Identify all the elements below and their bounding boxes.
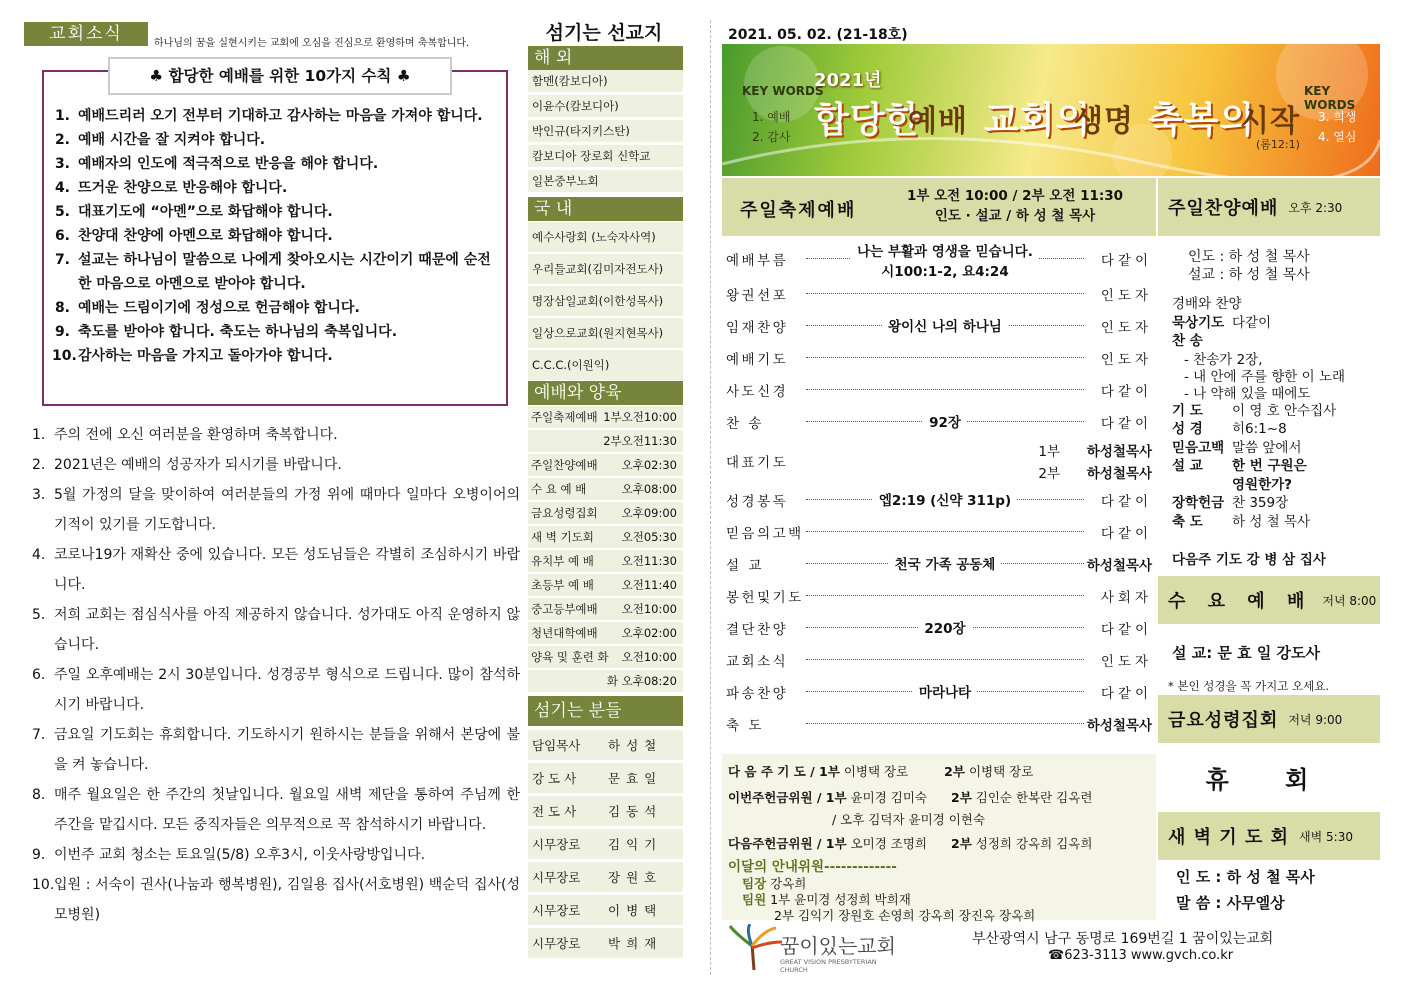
friday-rest: 휴 회 xyxy=(1205,766,1333,794)
news-text: 저희 교회는 점심식사를 아직 제공하지 않습니다. 성가대도 아직 운영하지 않습니다. xyxy=(54,607,520,653)
program-label: 믿음의고백 xyxy=(726,526,804,542)
order-value: 찬 359장 xyxy=(1232,495,1289,511)
fold-line xyxy=(710,20,711,975)
rule-item xyxy=(52,152,502,176)
staff-row xyxy=(528,895,683,925)
schedule-name: 중고등부예배 xyxy=(531,602,598,616)
banner-word-6: 시작 xyxy=(1240,104,1300,139)
next-prayer-row: 다 음 주 기 도 / 1부 이병택 장로 2부 이병택 장로 xyxy=(728,764,1034,779)
program-item: 220장 xyxy=(918,621,971,637)
program-label: 대표기도 xyxy=(726,455,789,471)
ushers-members-row: 팀원 1부 윤미경 성정희 박희재 xyxy=(742,892,911,907)
program-label: 설 교 xyxy=(726,558,764,574)
news-item xyxy=(32,660,520,720)
church-logo xyxy=(724,924,904,972)
schedule-row xyxy=(528,622,683,644)
news-item xyxy=(32,780,520,840)
praise-order-row xyxy=(1172,417,1287,437)
news-list xyxy=(32,420,520,930)
program-leader: 다같이 xyxy=(1100,384,1152,400)
sunday-service-time xyxy=(880,186,1150,226)
worship-label: 예배와 양육 xyxy=(528,381,683,405)
praise-order-row xyxy=(1172,329,1232,349)
prayer-part: 1부 xyxy=(1038,444,1060,460)
program-leader: 다같이 xyxy=(1100,494,1152,510)
prayer-leader: 하성철목사 xyxy=(1086,466,1152,482)
schedule-name: 청년대학예배 xyxy=(531,626,598,640)
rule-number: 2. xyxy=(54,132,70,148)
rule-item xyxy=(52,200,502,224)
keyword-2: 2. 감사 xyxy=(752,130,791,144)
schedule-time: 오후08:00 xyxy=(621,482,677,496)
news-item xyxy=(32,450,520,480)
leader-dots xyxy=(806,723,1084,724)
program-label: 예배부름 xyxy=(726,253,789,269)
schedule-row xyxy=(528,598,683,620)
news-number: 2. xyxy=(32,457,46,473)
overseas-mission: 박인규(타지키스탄) xyxy=(528,120,683,142)
program-leader: 인도자 xyxy=(1100,352,1152,368)
program-leader: 다같이 xyxy=(1100,253,1152,269)
program-label: 결단찬양 xyxy=(726,622,789,638)
schedule-time: 오후09:00 xyxy=(621,506,677,520)
praise-service-header: 주일찬양예배 오후 2:30 xyxy=(1158,178,1380,236)
rule-text: 감사하는 마음을 가지고 돌아가야 합니다. xyxy=(78,348,333,364)
program-row xyxy=(722,438,1156,482)
rule-text: 예배자의 인도에 적극적으로 반응을 해야 합니다. xyxy=(78,156,379,172)
order-label: 찬 송 xyxy=(1172,333,1203,349)
program-row xyxy=(722,612,1156,642)
news-text: 2021년은 예배의 성공자가 되시기를 바랍니다. xyxy=(54,457,342,473)
staff-row xyxy=(528,796,683,826)
program-content xyxy=(806,411,1084,431)
leader-dots xyxy=(806,389,1084,390)
schedule-name: 초등부 예 배 xyxy=(531,578,594,592)
staff-name: 김동석 xyxy=(608,804,663,819)
wednesday-note: * 본인 성경을 꼭 가지고 오세요. xyxy=(1168,679,1329,693)
news-number: 6. xyxy=(32,667,46,683)
staff-name: 박희재 xyxy=(608,936,663,951)
schedule-time: 2부오전11:30 xyxy=(603,434,677,448)
overseas-mission: 이윤수(캄보디아) xyxy=(528,95,683,117)
ushers-leader-row: 팀장 강옥희 xyxy=(742,876,807,891)
praise-order-row xyxy=(1172,454,1307,474)
program-leader: 하성철목사 xyxy=(1086,558,1152,574)
staff-name: 김익기 xyxy=(608,837,663,852)
order-value: - 나 약해 있을 때에도 xyxy=(1184,385,1311,402)
offering-next-week-row: 다음주헌금위원 / 1부 오미경 조명희 2부 성정희 강옥희 김옥희 xyxy=(728,836,1093,851)
program-leader: 인도자 xyxy=(1100,320,1152,336)
rule-number: 8. xyxy=(54,300,70,316)
schedule-time: 화 오후08:20 xyxy=(606,674,677,688)
news-item xyxy=(32,540,520,600)
news-text: 금요일 기도회는 휴회합니다. 기도하시기 원하시는 분들을 위해서 본당에 불을 켜 놓습니다. xyxy=(54,727,520,773)
schedule-row xyxy=(528,574,683,596)
leader-dots xyxy=(806,595,1084,596)
rule-text: 예배는 드림이기에 정성으로 헌금해야 합니다. xyxy=(78,300,360,316)
schedule-name: 금요성령집회 xyxy=(531,506,598,520)
rule-number: 6. xyxy=(54,228,70,244)
schedule-row xyxy=(528,550,683,572)
schedule-time: 오전11:30 xyxy=(621,554,677,568)
order-label: 축 도 xyxy=(1172,513,1203,530)
program-row xyxy=(722,342,1156,372)
keyword-3: 3. 희생 xyxy=(1318,110,1357,124)
rule-text: 예배드리러 오기 전부터 기대하고 감사하는 마음을 가져야 합니다. xyxy=(78,108,483,124)
overseas-label: 해 외 xyxy=(528,46,683,70)
banner-word-2: 예배 xyxy=(908,104,968,139)
friday-service-header: 금요성령집회 저녁 9:00 xyxy=(1158,695,1380,743)
schedule-row xyxy=(528,430,683,452)
staff-role: 강 도 사 xyxy=(532,771,577,786)
program-leader: 인도자 xyxy=(1100,654,1152,670)
rule-item xyxy=(52,296,502,320)
rules-list xyxy=(52,104,502,368)
news-item xyxy=(32,720,520,780)
schedule-row xyxy=(528,454,683,476)
order-label: 성 경 xyxy=(1172,421,1203,437)
program-leader: 다같이 xyxy=(1100,416,1152,432)
schedule-name: 양육 및 훈련 화 xyxy=(531,650,609,664)
program-row xyxy=(722,406,1156,436)
program-content xyxy=(806,553,1084,573)
praise-preacher: 설교 : 하 성 철 목사 xyxy=(1188,267,1310,283)
schedule-name: 새 벽 기도회 xyxy=(531,530,594,544)
praise-order-row xyxy=(1172,491,1288,511)
domestic-mission: C.C.C.(이원익) xyxy=(528,350,683,380)
schedule-name: 수 요 예 배 xyxy=(531,482,587,496)
domestic-mission: 예수사랑회 (노숙자사역) xyxy=(528,222,683,252)
program-content xyxy=(806,681,1084,701)
schedule-name xyxy=(528,430,603,452)
program-label: 축 도 xyxy=(726,718,764,734)
leader-dots xyxy=(806,293,1084,294)
church-address: 부산광역시 남구 동명로 169번길 1 꿈이있는교회 xyxy=(972,931,1274,947)
logo-mark-icon xyxy=(724,924,784,972)
leader-dots xyxy=(806,531,1084,532)
schedule-name xyxy=(528,670,606,692)
order-label: 장학헌금 xyxy=(1172,495,1225,511)
order-value: - 찬송가 2장, xyxy=(1184,351,1263,368)
news-item xyxy=(32,480,520,540)
schedule-row xyxy=(528,646,683,668)
rule-item xyxy=(52,224,502,248)
program-label: 예배기도 xyxy=(726,352,789,368)
program-scripture: 시100:1-2, 요4:24 xyxy=(881,264,1009,280)
prayer-part: 2부 xyxy=(1038,466,1060,482)
staff-role: 시무장로 xyxy=(532,936,581,951)
order-label: 묵상기도 xyxy=(1172,314,1225,331)
schedule-time: 오전11:40 xyxy=(621,578,677,592)
program-label: 사도신경 xyxy=(726,384,789,400)
schedule-time: 오후02:00 xyxy=(621,626,677,640)
domestic-mission: 일상으로교회(원지현목사) xyxy=(528,318,683,348)
banner-word-5: 축복의 xyxy=(1148,100,1256,141)
order-label: 믿음고백 xyxy=(1172,439,1225,456)
program-row xyxy=(722,484,1156,514)
program-label: 왕권선포 xyxy=(726,288,789,304)
logo-text: 꿈이있는교회 xyxy=(780,934,896,958)
program-label: 봉헌및기도 xyxy=(726,590,804,606)
order-label: 기 도 xyxy=(1172,402,1203,419)
banner-word-1: 합당한 xyxy=(814,100,922,141)
program-row xyxy=(722,516,1156,546)
staff-row xyxy=(528,829,683,859)
banner-word-3: 교회의 xyxy=(984,100,1092,141)
staff-row xyxy=(528,763,683,793)
program-row xyxy=(722,676,1156,706)
wednesday-sermon: 설 교: 문 효 일 강도사 xyxy=(1172,644,1321,662)
offering-this-week-row: 이번주헌금위원 / 1부 윤미경 김미숙 2부 김인순 한복란 김옥련 xyxy=(728,790,1093,805)
news-text: 주일 오후예배는 2시 30분입니다. 성경공부 형식으로 드립니다. 많이 참석하시기 바랍니다. xyxy=(54,667,520,713)
rule-text: 뜨거운 찬양으로 반응해야 합니다. xyxy=(78,180,288,196)
schedule-time: 오전10:00 xyxy=(621,650,677,664)
schedule-time: 1부오전10:00 xyxy=(603,410,677,424)
program-row xyxy=(722,644,1156,674)
program-row xyxy=(722,708,1156,738)
schedule-row xyxy=(528,406,683,428)
order-value: - 내 안에 주를 향한 이 노래 xyxy=(1184,368,1346,385)
logo-subtext: GREAT VISION PRESBYTERIAN CHURCH xyxy=(780,958,877,974)
program-item: 나는 부활과 영생을 믿습니다. xyxy=(851,244,1039,260)
schedule-row xyxy=(528,670,683,692)
mission-heading: 섬기는 선교지 xyxy=(545,22,663,44)
order-value: 다같이 xyxy=(1232,314,1272,331)
news-item xyxy=(32,420,520,450)
program-item: 마라나타 xyxy=(913,685,977,701)
program-row xyxy=(722,580,1156,610)
rule-number: 7. xyxy=(54,252,70,268)
news-text: 코로나19가 재확산 중에 있습니다. 모든 성도님들은 각별히 조심하시기 바랍니다. xyxy=(54,547,520,593)
praise-order-row xyxy=(1172,510,1310,530)
praise-order-row xyxy=(1172,436,1302,456)
staff-name: 장원호 xyxy=(608,870,663,885)
rule-item xyxy=(52,320,502,344)
staff-role: 담임목사 xyxy=(532,738,581,753)
program-row xyxy=(722,310,1156,340)
order-value: 이 영 호 안수집사 xyxy=(1232,402,1337,419)
program-leader: 다같이 xyxy=(1100,526,1152,542)
program-item: 엡2:19 (신약 311p) xyxy=(873,493,1017,509)
schedule-time: 오전05:30 xyxy=(621,530,677,544)
program-label: 교회소식 xyxy=(726,654,789,670)
order-value: 하 성 철 목사 xyxy=(1232,513,1311,530)
schedule-time: 오후02:30 xyxy=(621,458,677,472)
order-value: 한 번 구원은 xyxy=(1232,458,1307,474)
news-text: 입원 : 서숙이 권사(나눔과 행복병원), 김일용 집사(서호병원) 백순덕 집사(성모병원) xyxy=(54,877,520,923)
staff-row xyxy=(528,928,683,958)
staff-role: 시무장로 xyxy=(532,870,581,885)
program-leader: 다같이 xyxy=(1100,622,1152,638)
keyword-1: 1. 예배 xyxy=(752,110,791,124)
news-item xyxy=(32,870,520,930)
news-text: 5월 가정의 달을 맞이하여 여러분들의 가정 위에 때마다 일마다 오병이어의 기적이 있기를 기도합니다. xyxy=(54,487,520,533)
overseas-mission: 함멘(캄보디아) xyxy=(528,70,683,92)
praise-order-row xyxy=(1172,311,1271,331)
news-number: 8. xyxy=(32,787,46,803)
overseas-mission: 일본중부노회 xyxy=(528,170,683,192)
praise-order-row xyxy=(1172,399,1336,419)
staff-name: 문효일 xyxy=(608,771,663,786)
staff-row xyxy=(528,862,683,892)
keywords-left: KEY WORDS xyxy=(742,84,824,98)
rule-item xyxy=(52,248,502,296)
program-row xyxy=(722,548,1156,578)
rule-number: 10. xyxy=(52,348,77,364)
praise-leader: 인도 : 하 성 철 목사 xyxy=(1188,249,1310,265)
program-label: 파송찬양 xyxy=(726,686,789,702)
rule-number: 9. xyxy=(54,324,70,340)
leader-dots xyxy=(806,357,1084,358)
staff-role: 시무장로 xyxy=(532,903,581,918)
overseas-mission: 캄보디아 장로회 신학교 xyxy=(528,145,683,167)
program-content xyxy=(806,240,1084,280)
dawn-scripture: 말 씀 : 사무엘상 xyxy=(1176,894,1285,912)
news-number: 7. xyxy=(32,727,46,743)
order-value: 히6:1~8 xyxy=(1232,421,1287,437)
program-leader: 하성철목사 xyxy=(1086,718,1152,734)
banner-reference: (롬12:1) xyxy=(1256,138,1300,151)
schedule-row xyxy=(528,526,683,548)
schedule-name: 주일축제예배 xyxy=(531,410,598,424)
wednesday-service-header: 수 요 예 배 저녁 8:00 xyxy=(1158,576,1380,624)
program-content xyxy=(806,489,1084,509)
ushers-members-row-2: 2부 김익기 장원호 손영희 강옥희 장진옥 장옥희 xyxy=(774,908,1036,923)
program-label: 성경봉독 xyxy=(726,494,789,510)
news-text: 주의 전에 오신 여러분을 환영하며 축복합니다. xyxy=(54,427,338,443)
news-number: 5. xyxy=(32,607,46,623)
order-label: 경배와 찬양 xyxy=(1172,296,1242,312)
rule-text: 축도를 받아야 합니다. 축도는 하나님의 축복입니다. xyxy=(78,324,398,340)
news-number: 3. xyxy=(32,487,46,503)
program-row xyxy=(722,240,1156,280)
news-text: 매주 월요일은 한 주간의 첫날입니다. 월요일 새벽 제단을 통하여 주님께 한 주간을 맡깁시다. 모든 중직자들은 의무적으로 꼭 참석하시기 바랍니다. xyxy=(54,787,520,833)
rule-text: 대표기도에 “아멘”으로 화답해야 합니다. xyxy=(78,204,333,220)
program-label: 찬 송 xyxy=(726,416,764,432)
staff-name: 하성철 xyxy=(608,738,663,753)
service-leader: 인도 · 설교 / 하 성 철 목사 xyxy=(934,208,1096,224)
section-tag: 교회소식 xyxy=(24,22,148,46)
program-item: 천국 가족 공동체 xyxy=(889,557,1002,573)
schedule-time: 오전10:00 xyxy=(621,602,677,616)
program-content xyxy=(806,315,1084,335)
staff-role: 시무장로 xyxy=(532,837,581,852)
domestic-mission: 우리들교회(김미자전도사) xyxy=(528,254,683,284)
issue-date: 2021. 05. 02. (21-18호) xyxy=(728,27,908,43)
news-item xyxy=(32,600,520,660)
keywords-right: KEY WORDS xyxy=(1304,84,1356,112)
dawn-prayer-header: 새 벽 기 도 회 새벽 5:30 xyxy=(1158,812,1380,860)
news-item xyxy=(32,840,520,870)
ushers-heading: 이달의 안내위원------------- xyxy=(728,859,897,875)
prayer-leader: 하성철목사 xyxy=(1086,444,1152,460)
rule-number: 5. xyxy=(54,204,70,220)
rule-item xyxy=(52,344,502,368)
news-number: 1. xyxy=(32,427,46,443)
news-number: 9. xyxy=(32,847,46,863)
dawn-leader: 인 도 : 하 성 철 목사 xyxy=(1176,868,1315,886)
news-number: 4. xyxy=(32,547,46,563)
sunday-service-title: 주일축제예배 xyxy=(740,200,857,221)
offering-afternoon-row: / 오후 김덕자 윤미경 이현숙 xyxy=(832,812,985,827)
order-value: 영원한가? xyxy=(1232,476,1292,493)
schedule-row xyxy=(528,478,683,500)
program-leader: 인도자 xyxy=(1100,288,1152,304)
praise-next-prayer: 다음주 기도 강 병 삼 집사 xyxy=(1172,552,1326,568)
schedule-name: 유치부 예 배 xyxy=(531,554,594,568)
domestic-label: 국 내 xyxy=(528,197,683,221)
program-row xyxy=(722,374,1156,404)
service-times: 1부 오전 10:00 / 2부 오전 11:30 xyxy=(906,188,1124,204)
banner-year: 2021년 xyxy=(814,70,882,91)
staff-name: 이병택 xyxy=(608,903,663,918)
program-content xyxy=(806,617,1084,637)
praise-order-row xyxy=(1172,473,1292,493)
schedule-row xyxy=(528,502,683,524)
schedule-name: 주일찬양예배 xyxy=(531,458,598,472)
banner-word-4: 생명 xyxy=(1074,104,1134,139)
program-item: 92장 xyxy=(923,415,967,431)
welcome-text: 하나님의 꿈을 실현시키는 교회에 오심을 진심으로 환영하며 축복합니다. xyxy=(154,38,470,49)
order-label: 설 교 xyxy=(1172,458,1203,474)
rule-number: 1. xyxy=(54,108,70,124)
program-row xyxy=(722,278,1156,308)
rule-number: 4. xyxy=(54,180,70,196)
staff-row xyxy=(528,730,683,760)
rule-text: 찬양대 찬양에 아멘으로 화답해야 합니다. xyxy=(78,228,333,244)
news-text: 이번주 교회 청소는 토요일(5/8) 오후3시, 이웃사랑방입니다. xyxy=(54,847,426,863)
rules-title: ♣ 합당한 예배를 위한 10가지 수칙 ♣ xyxy=(108,57,452,95)
rule-number: 3. xyxy=(54,156,70,172)
rule-item xyxy=(52,104,502,128)
news-number: 10. xyxy=(32,877,55,893)
order-value: 말씀 앞에서 xyxy=(1232,439,1302,456)
program-leader: 사회자 xyxy=(1100,590,1152,606)
keyword-4: 4. 열심 xyxy=(1318,130,1357,144)
rule-text: 설교는 하나님이 말씀으로 나에게 찾아오시는 시간이기 때문에 순전한 마음으로 아멘으로 받아야 합니다. xyxy=(78,252,491,292)
domestic-mission: 명장삼일교회(이한성목사) xyxy=(528,286,683,316)
staff-role: 전 도 사 xyxy=(532,804,577,819)
program-label: 임재찬양 xyxy=(726,320,789,336)
leader-dots xyxy=(806,659,1084,660)
staff-label: 섬기는 분들 xyxy=(528,696,683,726)
rule-item xyxy=(52,176,502,200)
rule-text: 예배 시간을 잘 지켜야 합니다. xyxy=(78,132,266,148)
program-item: 왕이신 나의 하나님 xyxy=(882,319,1008,335)
theme-banner xyxy=(722,44,1380,176)
church-contact: ☎623-3113 www.gvch.co.kr xyxy=(1048,948,1234,963)
praise-order-row xyxy=(1172,292,1242,312)
program-leader: 다같이 xyxy=(1100,686,1152,702)
rule-item xyxy=(52,128,502,152)
